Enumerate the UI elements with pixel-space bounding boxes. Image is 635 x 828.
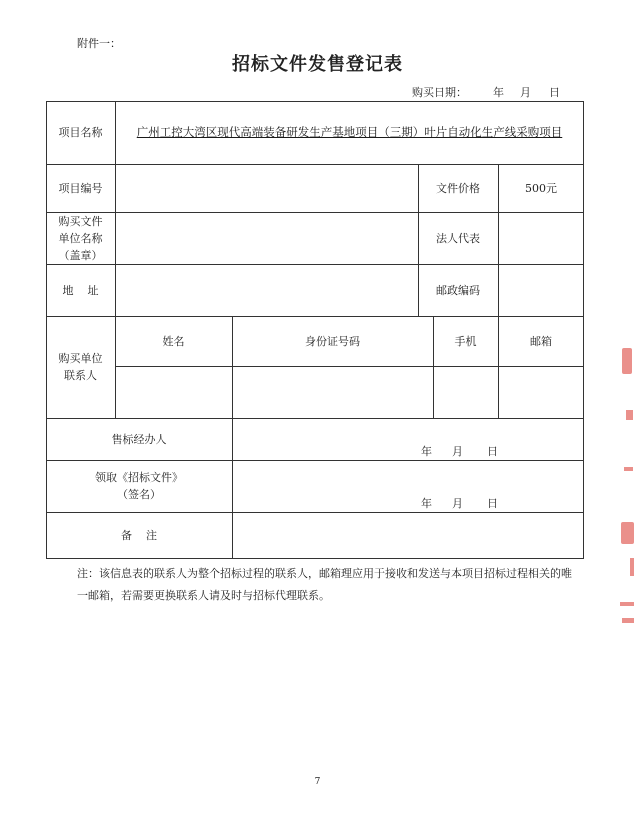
receive-signature-field[interactable] <box>232 460 584 512</box>
receive-document-label <box>46 460 232 512</box>
footnote: 注：该信息表的联系人为整个招标过程的联系人，邮箱理应用于接收和发送与本项目招标过程相关的唯一邮箱，若需要更换联系人请及时与招标代理联系。 <box>77 567 572 602</box>
document-price-value: 500元 <box>525 181 557 195</box>
contact-person-label <box>46 316 115 418</box>
col-header-phone: 手机 <box>454 334 477 348</box>
legal-representative-label: 法人代表 <box>436 231 480 245</box>
address-label: 地 址 <box>62 283 99 297</box>
receive-date-day: 日 <box>487 497 498 510</box>
contact-id-number-field[interactable] <box>232 366 433 418</box>
seal-stamp-fragment <box>612 340 635 640</box>
contact-person-label-line2: 联系人 <box>64 369 97 382</box>
handler-date-day: 日 <box>487 445 498 458</box>
page-number: 7 <box>314 777 321 787</box>
form-title: 招标文件发售登记表 <box>232 54 403 75</box>
receive-document-label-line1: 领取《招标文件》 <box>95 471 183 484</box>
contact-phone-field[interactable] <box>433 366 498 418</box>
buyer-unit-label-line2: 单位名称 <box>58 231 103 245</box>
receive-date-year: 年 <box>421 497 432 510</box>
purchase-date-year: 年 <box>493 86 504 99</box>
attachment-label: 附件一： <box>77 37 121 50</box>
buyer-unit-label-line3: （盖章） <box>58 248 103 262</box>
remark-label: 备 注 <box>121 529 157 542</box>
receive-date-month: 月 <box>452 497 463 510</box>
purchase-date-label: 购买日期： <box>412 86 467 99</box>
postcode-field[interactable] <box>498 264 584 316</box>
legal-representative-field[interactable] <box>498 212 584 264</box>
purchase-date-day: 日 <box>549 86 560 99</box>
address-field[interactable] <box>115 264 418 316</box>
contact-name-field[interactable] <box>115 366 232 418</box>
col-header-name: 姓名 <box>162 334 185 348</box>
col-header-email: 邮箱 <box>530 334 552 348</box>
postcode-label: 邮政编码 <box>436 283 480 297</box>
buyer-unit-label-line1: 购买文件 <box>58 214 103 228</box>
buyer-unit-field[interactable] <box>115 212 418 264</box>
project-number-field[interactable] <box>115 164 418 212</box>
project-number-label: 项目编号 <box>58 181 103 195</box>
buyer-unit-label <box>46 212 115 264</box>
col-header-id-number: 身份证号码 <box>305 334 360 348</box>
purchase-date-month: 月 <box>520 86 531 99</box>
handler-label: 售标经办人 <box>111 432 167 446</box>
contact-email-field[interactable] <box>498 366 584 418</box>
project-name-cell <box>115 101 584 164</box>
receive-document-label-line2: （签名） <box>117 488 161 501</box>
handler-field[interactable] <box>232 418 584 460</box>
handler-date-month: 月 <box>452 445 463 458</box>
project-name-value: 广州工控大湾区现代高端装备研发生产基地项目（三期）叶片自动化生产线采购项目 <box>136 125 563 139</box>
handler-date-year: 年 <box>421 445 432 458</box>
remark-field[interactable] <box>232 512 584 559</box>
project-name-label: 项目名称 <box>58 126 103 139</box>
contact-person-label-line1: 购买单位 <box>58 352 103 365</box>
document-price-label: 文件价格 <box>436 181 480 195</box>
